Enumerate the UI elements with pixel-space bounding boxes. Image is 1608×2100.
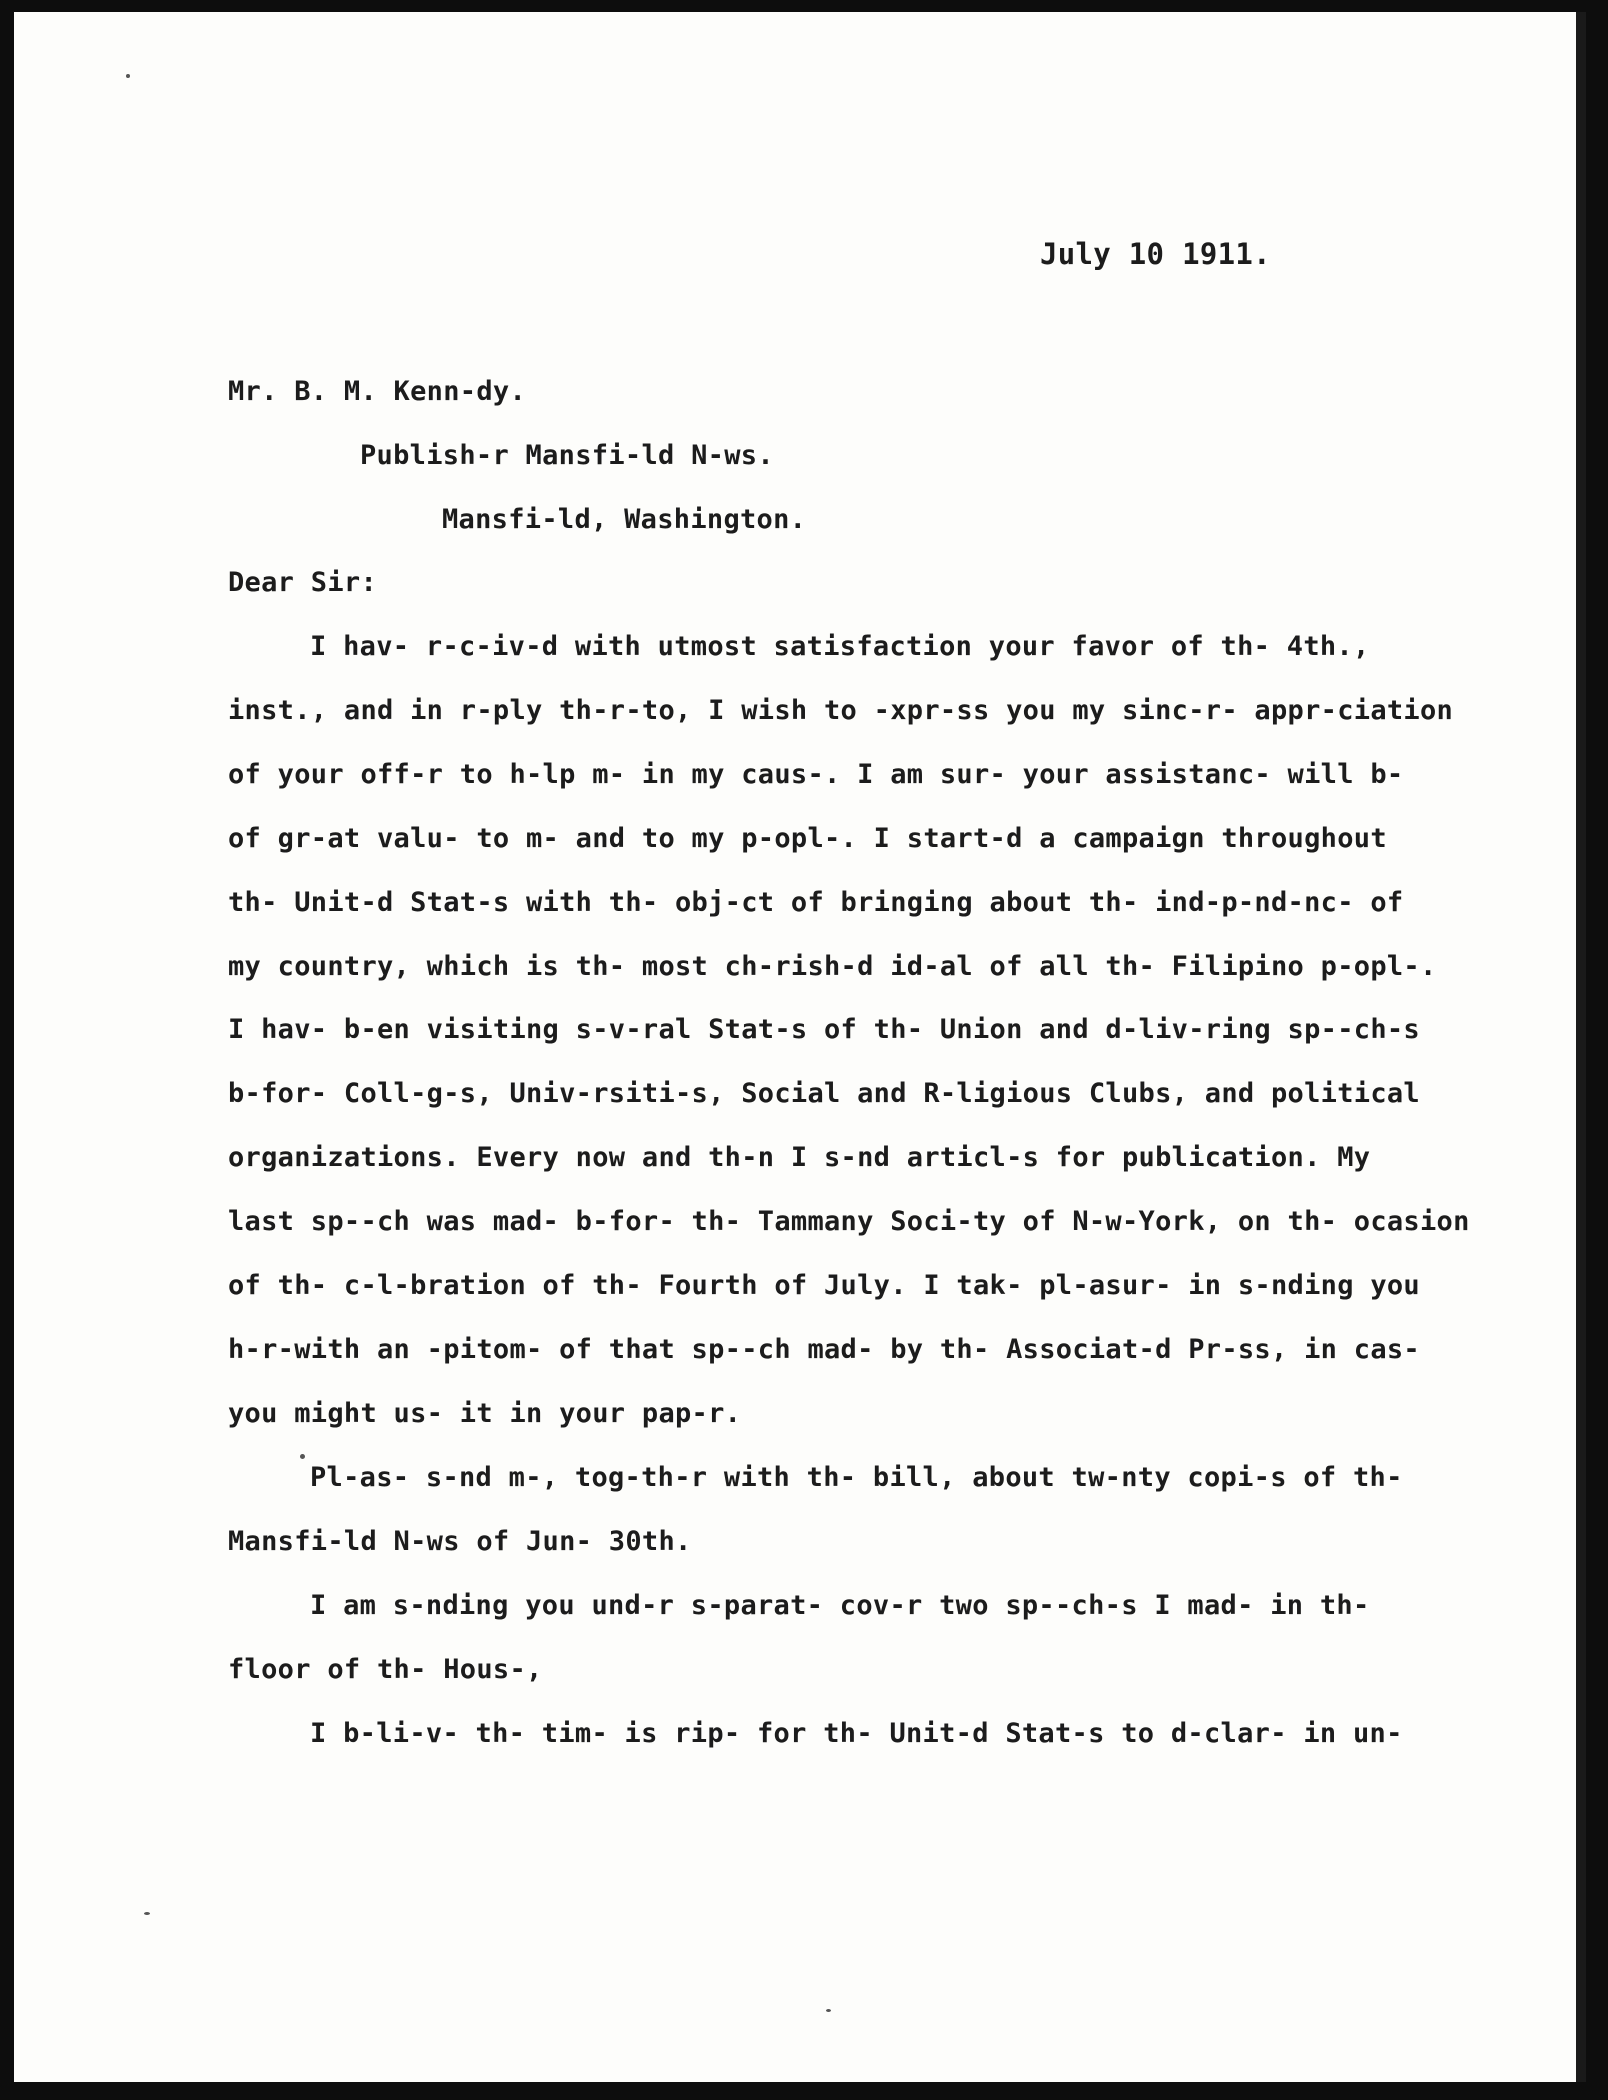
body-line: I am s-nding you und-r s-parat- cov-r two sp--ch-s I mad- in th- — [310, 1590, 1370, 1621]
body-line: you might us- it in your pap-r. — [228, 1398, 742, 1429]
body-line: th- Unit-d Stat-s with th- obj-ct of bringing about th- ind-p-nd-nc- of — [228, 887, 1404, 918]
scan-speck — [144, 1912, 150, 1915]
body-line: last sp--ch was mad- b-for- th- Tammany Soci-ty of N-w-York, on th- ocasion — [228, 1206, 1470, 1237]
body-line: inst., and in r-ply th-r-to, I wish to -xpr-ss you my sinc-r- appr-ciation — [228, 695, 1454, 726]
body-line: of th- c-l-bration of th- Fourth of July. I tak- pl-asur- in s-nding you — [228, 1270, 1420, 1301]
body-line: I hav- b-en visiting s-v-ral Stat-s of th- Union and d-liv-ring sp--ch-s — [228, 1014, 1420, 1045]
scan-speck — [826, 2009, 831, 2012]
body-line: my country, which is th- most ch-rish-d id-al of all th- Filipino p-opl-. — [228, 951, 1437, 982]
body-line: of your off-r to h-lp m- in my caus-. I am sur- your assistanc- will b- — [228, 759, 1404, 790]
body-line: Mansfi-ld N-ws of Jun- 30th. — [228, 1526, 692, 1557]
recipient-location: Mansfi-ld, Washington. — [442, 504, 807, 535]
body-line: I b-li-v- th- tim- is rip- for th- Unit-d Stat-s to d-clar- in un- — [310, 1718, 1403, 1749]
salutation: Dear Sir: — [228, 567, 377, 598]
body-line: organizations. Every now and th-n I s-nd articl-s for publication. My — [228, 1142, 1371, 1173]
body-line: Pl-as- s-nd m-, tog-th-r with th- bill, about tw-nty copi-s of th- — [310, 1462, 1403, 1493]
body-line: floor of th- Hous-, — [228, 1654, 543, 1685]
scan-speck — [126, 74, 130, 78]
letter-date: July 10 1911. — [1040, 237, 1271, 271]
body-line: h-r-with an -pitom- of that sp--ch mad- by th- Associat-d Pr-ss, in cas- — [228, 1334, 1420, 1365]
recipient-name: Mr. B. M. Kenn-dy. — [228, 376, 526, 407]
body-line: of gr-at valu- to m- and to my p-opl-. I start-d a campaign throughout — [228, 823, 1387, 854]
recipient-title: Publish-r Mansfi-ld N-ws. — [360, 440, 774, 471]
letter-page — [14, 12, 1586, 2082]
body-line: I hav- r-c-iv-d with utmost satisfaction your favor of th- 4th., — [310, 631, 1370, 662]
body-line: b-for- Coll-g-s, Univ-rsiti-s, Social and R-ligious Clubs, and political — [228, 1078, 1420, 1109]
scan-speck — [300, 1454, 305, 1459]
